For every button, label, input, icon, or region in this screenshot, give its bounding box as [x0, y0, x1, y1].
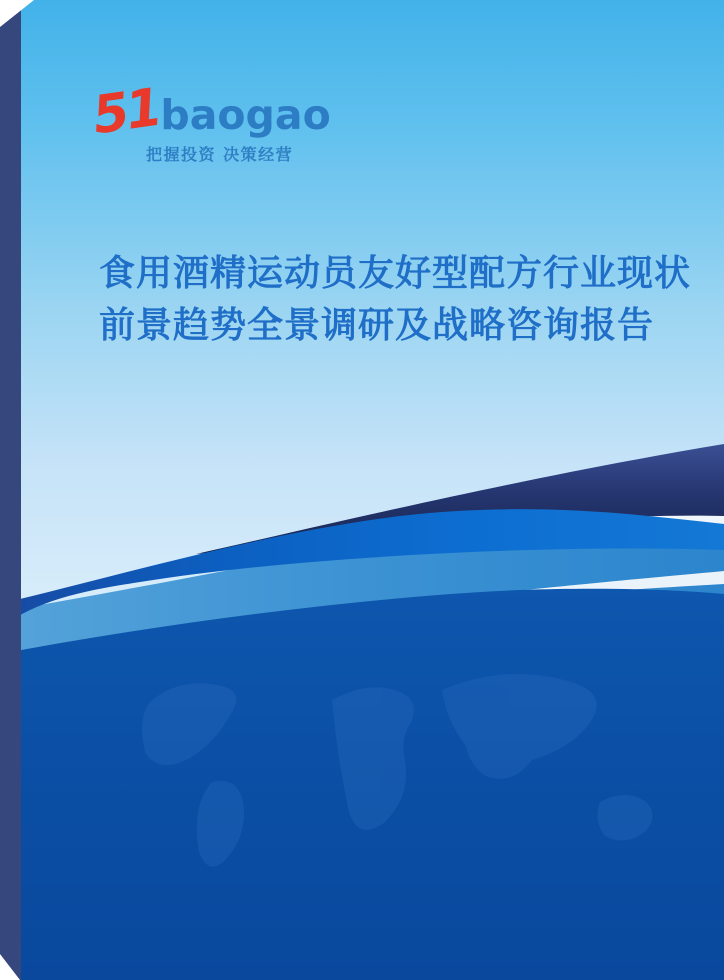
- logo: [89, 77, 331, 165]
- logo-wordmark: baogao: [160, 91, 331, 139]
- logo-wordmark-row: [89, 77, 331, 147]
- logo-tagline: 把握投资 决策经营: [146, 145, 294, 164]
- report-title: [99, 248, 699, 352]
- left-edge-bar: [0, 0, 21, 980]
- title-line-2: 前景趋势全景调研及战略咨询报告: [99, 305, 655, 346]
- logo-51-mark: 51: [89, 77, 164, 147]
- title-line-1: 食用酒精运动员友好型配方行业现状: [99, 253, 692, 294]
